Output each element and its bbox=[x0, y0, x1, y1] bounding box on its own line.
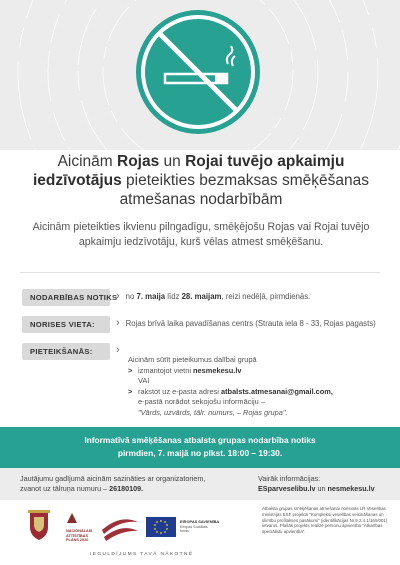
when-value bbox=[126, 289, 311, 304]
website-link[interactable]: nesmekesu.lv bbox=[193, 365, 242, 375]
chevron-right-icon: › bbox=[116, 317, 120, 329]
arrow-icon: > bbox=[128, 386, 133, 396]
signup-option-website bbox=[128, 366, 388, 377]
tagline: IEGULDĪJUMS TAVĀ NĀKOTNĒ bbox=[90, 552, 194, 557]
when-from: 7. maija bbox=[136, 292, 166, 301]
band-line1: Informatīvā smēķēšanas atbalsta grupas nodarbība notiks bbox=[84, 435, 316, 445]
nap-2020-logo bbox=[66, 511, 96, 543]
signup-row bbox=[22, 343, 126, 360]
email-link[interactable]: atbalsts.atmesanai@gmail.com, bbox=[220, 386, 333, 396]
signup-label: PIETEIKŠANĀS: bbox=[22, 343, 110, 360]
headline-part5: pieteikties bezmaksas smēķēšanas atmešanas nodarbībām bbox=[119, 172, 369, 208]
when-post: , reizi nedēļā, pirmdienās. bbox=[221, 292, 311, 301]
headline bbox=[16, 152, 386, 209]
email-format: "Vārds, uzvārds, tālr. numurs, – Rojas grupa". bbox=[138, 407, 288, 417]
contact-line2-pre: zvanot uz tālruņa numuru – bbox=[20, 484, 110, 493]
contact-strip bbox=[0, 468, 400, 500]
eu-sub2: fonds bbox=[180, 529, 189, 534]
when-pre: no bbox=[125, 292, 137, 301]
contact-line1: Jautājumu gadījumā aicinām sazināties ar organizatoriem, bbox=[20, 474, 206, 483]
contact-right bbox=[258, 474, 398, 494]
contact-left bbox=[20, 474, 220, 494]
eu-flag-icon bbox=[146, 517, 176, 537]
headline-part3: un bbox=[159, 153, 186, 170]
signup-details bbox=[128, 355, 388, 419]
signup-option-email bbox=[128, 387, 388, 398]
arrow-icon: > bbox=[128, 365, 133, 375]
divider bbox=[20, 272, 380, 273]
footer bbox=[0, 500, 400, 565]
option1-pre: izmantojot vietni bbox=[138, 365, 194, 375]
headline-rojas: Rojas bbox=[117, 153, 160, 170]
latvian-ribbon-logo bbox=[100, 510, 140, 546]
where-value: Rojas brīvā laika pavadīšanas centrs (Strauta iela 8 - 33, Rojas pagasts) bbox=[125, 319, 376, 328]
option2-pre: rakstot uz e-pasta adresi bbox=[138, 386, 221, 396]
signup-intro: Aicinām sūtīt pieteikumus dalībai grupā bbox=[128, 355, 257, 364]
link-esparveselibu[interactable]: ESparveselibu.lv bbox=[258, 484, 316, 493]
where-row bbox=[22, 316, 376, 333]
when-row bbox=[22, 289, 310, 306]
nap-emblem-icon bbox=[66, 512, 78, 524]
phone-number[interactable]: 26180109. bbox=[109, 484, 144, 493]
eu-title: EIROPAS SAVIENĪBA bbox=[180, 519, 220, 525]
ministry-coat-of-arms-logo bbox=[26, 510, 52, 542]
nap-text: NACIONĀLAIS ATTĪSTĪBAS PLĀNS 2020 bbox=[66, 529, 93, 543]
project-small-print: Atbalsta grupas smēķēšanas atmešanai norisinās LR Veselības ministrijas ESF projekta "Kompleksi veselības veicināšanas un slimību profilakses pasākumi" (identifikācijas Nr.9.2.4.1/16/I/001) ietvaros. Plašāk projekts realizē personu apvienība "Atkarības speciālistu apvienība". bbox=[262, 506, 388, 535]
info-session-band bbox=[0, 427, 400, 468]
intro-text: Aicinām pieteikties ikvienu pilngadīgu, smēķējošu Rojas vai Rojai tuvējo apkaimju iedzīvotāju, kurš vēlas atmest smēķēšanu. bbox=[32, 221, 370, 248]
hero-banner bbox=[0, 0, 400, 150]
when-mid: līdz bbox=[165, 292, 182, 301]
when-label: NODARBĪBAS NOTIKS bbox=[22, 289, 110, 306]
chevron-right-icon: › bbox=[116, 290, 120, 302]
band-line2: pirmdien, 7. maijā no plkst. 18:00 – 19:30. bbox=[117, 448, 283, 458]
headline-audience: Rojai tuvējo apkaimju iedzīvotājus bbox=[33, 153, 345, 189]
headline-part1: Aicinām bbox=[57, 153, 117, 170]
when-to: 28. maijam bbox=[181, 292, 222, 301]
more-info-label: Vairāk informācijas: bbox=[258, 474, 321, 483]
no-smoking-icon bbox=[136, 10, 260, 134]
where-label: NORISES VIETA: bbox=[22, 316, 110, 333]
chevron-right-icon: › bbox=[116, 344, 120, 356]
signup-or: VAI bbox=[138, 376, 150, 386]
eu-sub1: Eiropas Sociālais bbox=[180, 524, 208, 529]
link-nesmekesu[interactable]: nesmekesu.lv bbox=[327, 484, 375, 493]
eu-esf-logo bbox=[146, 516, 256, 538]
hero-pattern bbox=[0, 0, 400, 150]
email-note: e-pastā norādot sekojošu informāciju – bbox=[138, 397, 265, 407]
links-and: un bbox=[315, 484, 328, 493]
